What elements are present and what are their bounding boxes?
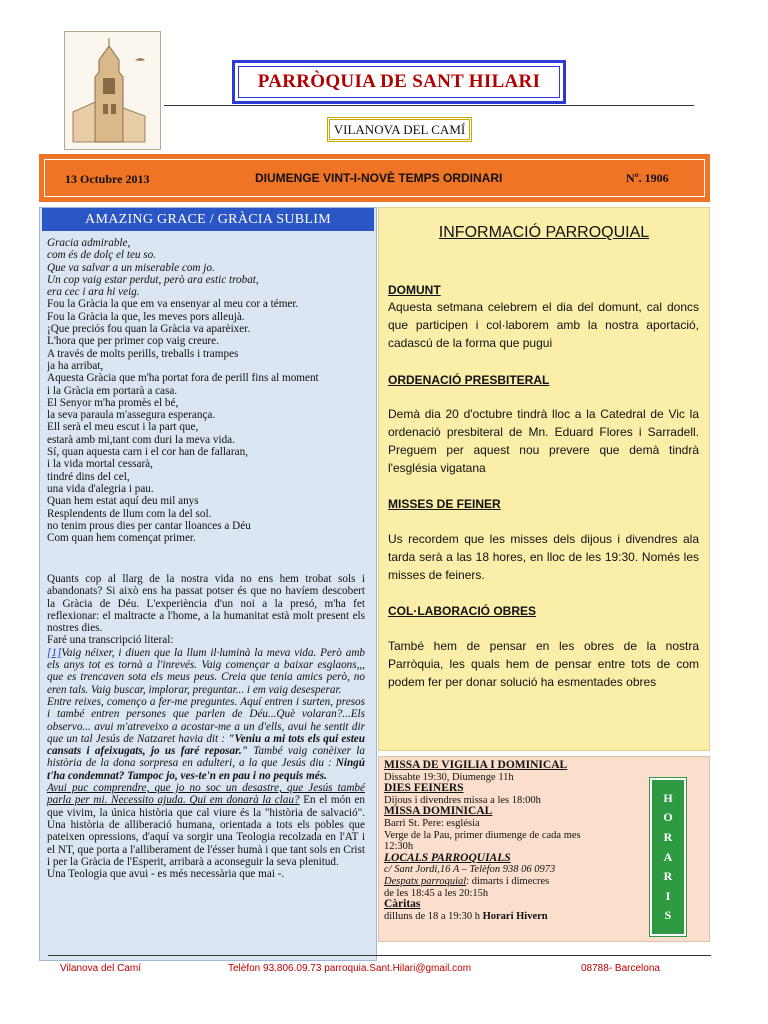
lyric-line: Fou la Gràcia la que em va ensenyar al meu cor a témer. bbox=[47, 298, 299, 311]
lyric-line: no tenim prous dies per cantar lloances a Déu bbox=[47, 519, 251, 532]
schedule-heading: LOCALS PARROQUIALS bbox=[384, 851, 511, 864]
paragraph: Entre reixes, començo a fer-me preguntes. Aquí entren i surten, presos i també entren persones que parlen de Déu...Què volaran?...Els observo... avui m'atreveixo a acostar-me a un d'ells, avui he sentit dir que un tal Jesús de Natzaret havia dit : "Veniu a mi tots els qui esteu cansats i afeixugats, jo us faré reposar." També vaig conèixer la història de la dona sorpresa en adulteri, a la que Jesús diu : Ningú t'ha condemnat? Tampoc jo, ves-te'n en pau i no pequis més. bbox=[47, 695, 365, 782]
section-text: Aquesta setmana celebrem el dia del domunt, cal doncs que participen i col·laborem amb la nostra aportació, cadascú de la forma que pugui bbox=[388, 300, 699, 350]
schedule-line: Verge de la Pau, primer diumenge de cada mes bbox=[384, 829, 581, 841]
liturgical-sunday: DIUMENGE VINT-I-NOVÈ TEMPS ORDINARI bbox=[255, 171, 503, 185]
lyric-line: Ell serà el meu escut i la part que, bbox=[47, 421, 199, 434]
church-tower-icon bbox=[65, 32, 160, 149]
church-logo bbox=[64, 31, 161, 150]
issue-number: Nº. 1906 bbox=[626, 171, 669, 185]
lyric-line: El Senyor m'ha promès el bé, bbox=[47, 396, 179, 409]
footer-postal: 08788- Barcelona bbox=[581, 963, 660, 974]
section-heading: MISSES DE FEINER bbox=[388, 497, 501, 511]
horaris-side-label: H O R A R I S bbox=[650, 778, 686, 936]
lyric-line: ¡Que preciós fou quan la Gràcia va aparèixer. bbox=[47, 323, 251, 336]
paragraph: Quants cop al llarg de la nostra vida no ens hem trobat sols i abandonats? Si això ens ha passat potser és que no havíem descobert la Gràcia de Déu. L'experiència d'un noi a la presó, m'ha fet reflexionar: el maltracte a l'home, a la humanitat està molt present els nostres dies. bbox=[47, 573, 365, 635]
lyric-line: estarà amb mi,tant com duri la meva vida. bbox=[47, 433, 235, 446]
schedule-list bbox=[384, 760, 644, 922]
lyric-line: L'hora que per primer cop vaig creure. bbox=[47, 335, 219, 348]
song-lyrics bbox=[47, 237, 373, 544]
lyric-line: Quan hem estat aquí deu mil anys bbox=[47, 495, 199, 508]
schedule-line: 12:30h bbox=[384, 841, 414, 853]
footer-contact[interactable]: Telèfon 93.806.09.73 parroquia.Sant.Hilari@gmail.com bbox=[228, 963, 472, 974]
lyric-line: Fou la Gràcia la que, les meves pors alleujà. bbox=[47, 310, 245, 323]
section-heading: COL·LABORACIÓ OBRES bbox=[388, 604, 536, 618]
paragraph: Faré una transcripció literal: bbox=[47, 634, 174, 647]
schedule-line: de les 18:45 a les 20:15h bbox=[384, 887, 489, 899]
section-text: També hem de pensar en les obres de la nostra Parròquia, les quals hem de pensar entre tots de com podem fer per donar solució ha esmentades obres bbox=[388, 639, 699, 689]
footer-town: Vilanova del Camí bbox=[60, 963, 141, 974]
schedule-heading: MISSA DOMINICAL bbox=[384, 805, 493, 818]
reflection-text bbox=[47, 573, 365, 880]
section-text: Demà dia 20 d'octubre tindrà lloc a la Catedral de Vic la ordenació presbiteral de Mn. Eduard Flores i Sarradell. Preguem per aquest nou prevere que demà tindrà l'església vigatana bbox=[388, 407, 699, 475]
lyric-line: Com quan hem començat primer. bbox=[47, 532, 196, 545]
info-title: INFORMACIÓ PARROQUIAL bbox=[438, 224, 650, 241]
lyric-line: Un cop vaig estar perdut, però ara estic trobat, bbox=[47, 273, 259, 286]
lyric-line: ja ha arribat, bbox=[47, 359, 104, 372]
lyric-line: i la Gràcia em portarà a casa. bbox=[47, 384, 178, 397]
lyric-line: una vida d'alegria i pau. bbox=[47, 482, 154, 495]
issue-date: 13 Octubre 2013 bbox=[65, 172, 150, 186]
schedule-line: Barri St. Pere: església bbox=[384, 817, 480, 829]
lyric-line: i la vida mortal cessarà, bbox=[47, 458, 153, 471]
schedule-heading: MISSA DE VIGILIA I DOMINICAL bbox=[384, 759, 568, 771]
section-heading: ORDENACIÓ PRESBITERAL bbox=[388, 373, 550, 387]
lyric-line: era cec i ara hi veig. bbox=[47, 286, 140, 299]
lyric-line: com és de dolç el teu so. bbox=[47, 249, 157, 262]
date-bar bbox=[39, 154, 710, 202]
footnote-link[interactable]: [1] bbox=[47, 646, 62, 659]
schedule-line: Despatx parroquial: dimarts i dimecres bbox=[384, 875, 550, 887]
section-heading: DOMUNT bbox=[388, 283, 441, 297]
paragraph: Avui puc comprendre, que jo no soc un desastre, que Jesús també parla per mi. Necessito ajuda. Qui em donarà la clau? En el món en que vivim, la única història que cal viure és la "història de salvació". Una història de alliberació humana, orientada a tots els pobles que pateixen opressions, d'aquí va sorgir una Teologia recolzada en l'AT i el NT, que porta a l'alliberament de l'ésser humà i que tant sols en Crist i per la Gràcia de l'Esperit, arribarà a aconseguir la seva plenitud. bbox=[47, 782, 365, 868]
header-divider bbox=[164, 105, 694, 106]
lyric-line: A través de molts perills, treballs i trampes bbox=[47, 347, 239, 360]
schedule-line: dilluns de 18 a 19:30 h Horari Hivern bbox=[384, 910, 548, 922]
section-text: Us recordem que les misses dels dijous i divendres ala tarda serà a las 18 hores, en lloc de les 19:30. Només les misses de feiners. bbox=[388, 532, 699, 582]
song-title: AMAZING GRACE / GRÀCIA SUBLIM bbox=[42, 208, 374, 231]
lyric-line: Que va salvar a un miserable com jo. bbox=[47, 261, 215, 274]
parish-title-box bbox=[232, 60, 566, 104]
schedule-line: c/ Sant Jordi,16 A – Telèfon 938 06 0973 bbox=[384, 864, 556, 876]
lyric-line: Gracia admirable, bbox=[47, 237, 131, 249]
lyric-line: Sí, quan aquesta carn i el cor han de fallaran, bbox=[47, 446, 248, 459]
parish-title: PARRÒQUIA DE SANT HILARI bbox=[257, 71, 541, 92]
lyric-line: Aquesta Gràcia que m'ha portat fora de perill fins al moment bbox=[47, 372, 319, 385]
paragraph: Una Teologia que avui - es més necessària que mai -. bbox=[47, 868, 285, 881]
lyric-line: Resplendents de llum com la del sol. bbox=[47, 507, 212, 520]
scripture-quote: Ningú t'ha condemnat? Tampoc jo, ves-te'n en pau i no pequis més. bbox=[47, 757, 365, 782]
schedule-line: Dijous i divendres missa a les 18:00h bbox=[384, 794, 541, 806]
paragraph: [1]Vaig néixer, i diuen que la llum il·luminà la meva vida. Però amb els anys tot es tornà a l'inrevés. Vaig començar a baixar esglaons,,, que es trencaven sota els meus peus. Creia que tenia amics però, no eren tals. Vaig buscar, implorar, preguntar... i em vaig desesperar. bbox=[47, 646, 365, 696]
lyric-line: tindré dins del cel, bbox=[47, 470, 130, 483]
schedule-line: Dissabte 19:30, Diumenge 11h bbox=[384, 771, 514, 783]
schedule-heading: DIES FEINERS bbox=[384, 782, 464, 795]
footer-divider bbox=[48, 955, 711, 956]
town-label: VILANOVA DEL CAMÍ bbox=[327, 117, 472, 142]
scripture-quote: "Veniu a mi tots els qui esteu cansats i afeixugats, jo us faré reposar." bbox=[47, 732, 365, 758]
schedule-heading: Càritas bbox=[384, 898, 421, 911]
lyric-line: la seva paraula m'assegura esperança. bbox=[47, 409, 216, 422]
